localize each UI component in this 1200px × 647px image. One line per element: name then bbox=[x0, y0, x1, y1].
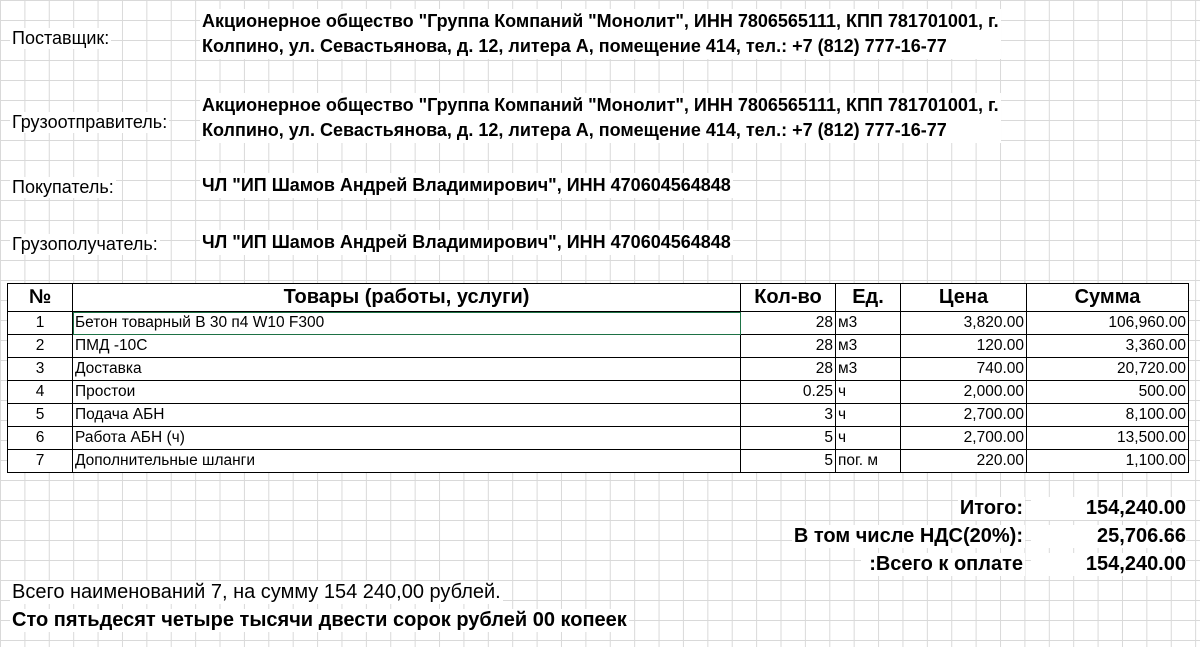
row-number[interactable]: 3 bbox=[8, 358, 73, 381]
due-label: Всего к оплате: bbox=[861, 553, 1025, 576]
row-quantity[interactable]: 5 bbox=[741, 450, 836, 473]
row-number[interactable]: 4 bbox=[8, 381, 73, 404]
row-price[interactable]: 220.00 bbox=[901, 450, 1027, 473]
row-unit[interactable]: м3 bbox=[836, 358, 901, 381]
row-quantity[interactable]: 3 bbox=[741, 404, 836, 427]
buyer-label: Покупатель: bbox=[12, 177, 114, 197]
supplier-value bbox=[200, 9, 1001, 59]
row-number[interactable]: 1 bbox=[8, 312, 73, 335]
row-quantity[interactable]: 5 bbox=[741, 427, 836, 450]
vat-value: 25,706.66 bbox=[1031, 525, 1186, 548]
row-unit[interactable]: пог. м bbox=[836, 450, 901, 473]
table-row bbox=[8, 312, 1189, 335]
row-unit[interactable]: м3 bbox=[836, 335, 901, 358]
row-goods-name[interactable]: Доставка bbox=[73, 358, 741, 381]
row-sum[interactable]: 500.00 bbox=[1027, 381, 1189, 404]
row-unit[interactable]: ч bbox=[836, 404, 901, 427]
row-unit[interactable]: ч bbox=[836, 427, 901, 450]
row-unit[interactable]: ч bbox=[836, 381, 901, 404]
row-price[interactable]: 740.00 bbox=[901, 358, 1027, 381]
row-quantity[interactable]: 28 bbox=[741, 335, 836, 358]
shipper-line-2: Колпино, ул. Севастьянова, д. 12, литера А, помещение 414, тел.: +7 (812) 777-16-77 bbox=[202, 120, 947, 140]
row-quantity[interactable]: 28 bbox=[741, 358, 836, 381]
total-label: Итого: bbox=[959, 497, 1023, 519]
total-value: 154,240.00 bbox=[1031, 497, 1186, 520]
row-goods-name[interactable]: ПМД -10С bbox=[73, 335, 741, 358]
row-number[interactable]: 5 bbox=[8, 404, 73, 427]
col-header-unit[interactable]: Ед. bbox=[836, 284, 901, 312]
table-row bbox=[8, 427, 1189, 450]
col-header-quantity[interactable]: Кол-во bbox=[741, 284, 836, 312]
shipper-label: Грузоотправитель: bbox=[12, 112, 168, 132]
col-header-number[interactable]: № bbox=[8, 284, 73, 312]
row-price[interactable]: 2,000.00 bbox=[901, 381, 1027, 404]
row-quantity[interactable]: 0.25 bbox=[741, 381, 836, 404]
row-unit[interactable]: м3 bbox=[836, 312, 901, 335]
table-row bbox=[8, 358, 1189, 381]
row-number[interactable]: 6 bbox=[8, 427, 73, 450]
items-table bbox=[7, 283, 1189, 473]
row-goods-name[interactable]: Бетон товарный В 30 п4 W10 F300 bbox=[73, 312, 741, 335]
amount-in-words: Сто пятьдесят четыре тысячи двести сорок рублей 00 копеек bbox=[12, 609, 627, 631]
row-goods-name[interactable]: Подача АБН bbox=[73, 404, 741, 427]
items-count-summary: Всего наименований 7, на сумму 154 240,00 рублей. bbox=[12, 581, 501, 603]
buyer-value: ЧЛ "ИП Шамов Андрей Владимирович", ИНН 470604564848 bbox=[200, 173, 733, 198]
supplier-label: Поставщик: bbox=[12, 28, 110, 48]
table-header-row bbox=[8, 284, 1189, 312]
row-price[interactable]: 2,700.00 bbox=[901, 404, 1027, 427]
table-row bbox=[8, 335, 1189, 358]
row-number[interactable]: 2 bbox=[8, 335, 73, 358]
col-header-goods[interactable]: Товары (работы, услуги) bbox=[73, 284, 741, 312]
row-sum[interactable]: 8,100.00 bbox=[1027, 404, 1189, 427]
row-sum[interactable]: 13,500.00 bbox=[1027, 427, 1189, 450]
row-price[interactable]: 2,700.00 bbox=[901, 427, 1027, 450]
vat-label: В том числе НДС(20%): bbox=[793, 525, 1023, 547]
supplier-line-1: Акционерное общество "Группа Компаний "Монолит", ИНН 7806565111, КПП 781701001, г. bbox=[202, 11, 999, 31]
shipper-value bbox=[200, 93, 1001, 143]
table-row bbox=[8, 381, 1189, 404]
consignee-label: Грузополучатель: bbox=[12, 234, 158, 254]
row-goods-name[interactable]: Простои bbox=[73, 381, 741, 404]
row-sum[interactable]: 106,960.00 bbox=[1027, 312, 1189, 335]
row-sum[interactable]: 20,720.00 bbox=[1027, 358, 1189, 381]
row-price[interactable]: 3,820.00 bbox=[901, 312, 1027, 335]
consignee-value: ЧЛ "ИП Шамов Андрей Владимирович", ИНН 470604564848 bbox=[200, 230, 733, 255]
row-sum[interactable]: 1,100.00 bbox=[1027, 450, 1189, 473]
table-row bbox=[8, 450, 1189, 473]
col-header-sum[interactable]: Сумма bbox=[1027, 284, 1189, 312]
row-number[interactable]: 7 bbox=[8, 450, 73, 473]
row-goods-name[interactable]: Дополнительные шланги bbox=[73, 450, 741, 473]
table-row bbox=[8, 404, 1189, 427]
col-header-price[interactable]: Цена bbox=[901, 284, 1027, 312]
shipper-line-1: Акционерное общество "Группа Компаний "Монолит", ИНН 7806565111, КПП 781701001, г. bbox=[202, 95, 999, 115]
due-value: 154,240.00 bbox=[1031, 553, 1186, 576]
row-sum[interactable]: 3,360.00 bbox=[1027, 335, 1189, 358]
supplier-line-2: Колпино, ул. Севастьянова, д. 12, литера А, помещение 414, тел.: +7 (812) 777-16-77 bbox=[202, 36, 947, 56]
row-price[interactable]: 120.00 bbox=[901, 335, 1027, 358]
row-quantity[interactable]: 28 bbox=[741, 312, 836, 335]
row-goods-name[interactable]: Работа АБН (ч) bbox=[73, 427, 741, 450]
